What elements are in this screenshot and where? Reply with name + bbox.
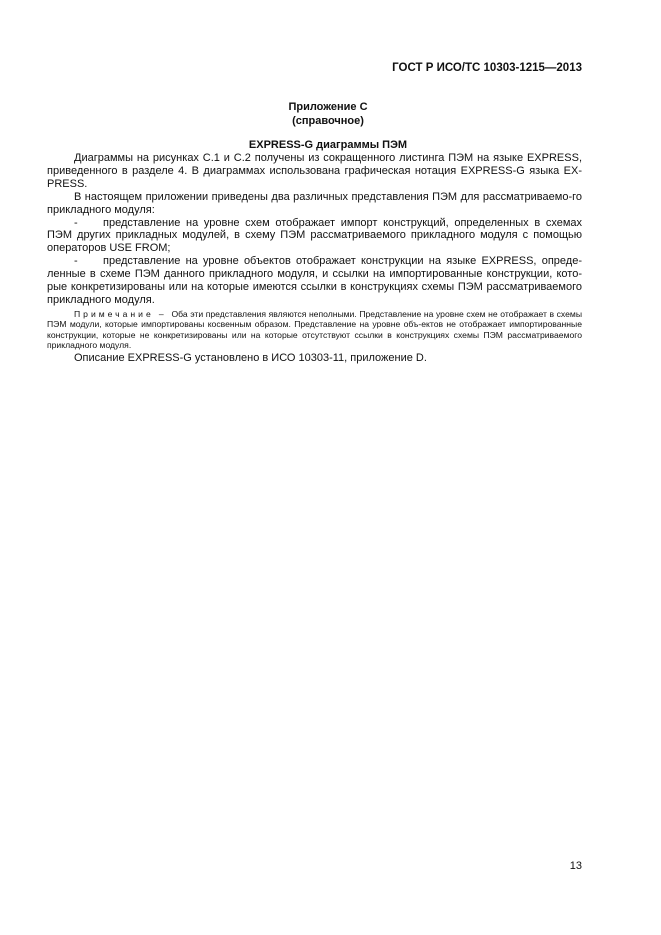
list-item-text: представление на уровне объектов отображает конструкции на языке EXPRESS, опреде-ленные в схеме ПЭМ данного прикладного модуля, и ссылки на импортированные конструкции, кото-рые конкретизированы или на которые имеются ссылки в конструкциях схемы ПЭМ рассматриваемого прикладного модуля. xyxy=(47,255,582,306)
paragraph-express-g-reference: Описание EXPRESS-G установлено в ИСО 10303-11, приложение D. xyxy=(74,351,427,364)
appendix-subtitle: (справочное) xyxy=(292,115,364,127)
appendix-title: Приложение С xyxy=(288,101,368,113)
list-marker: - xyxy=(74,216,78,229)
list-item-schema-level xyxy=(47,217,582,256)
list-item-object-level xyxy=(47,255,582,307)
note-dash: – xyxy=(158,308,164,319)
list-item-text: представление на уровне схем отображает импорт конструкций, определенных в схемах ПЭМ других прикладных модулей, в схему ПЭМ рассматриваемого прикладного модуля с помощью операторов USE FROM; xyxy=(47,216,582,255)
document-header-standard-id: ГОСТ Р ИСО/ТС 10303-1215—2013 xyxy=(392,62,582,74)
page-number: 13 xyxy=(569,860,582,872)
note-label: Примечание xyxy=(74,308,154,319)
body-text xyxy=(47,152,582,364)
appendix-heading xyxy=(74,100,582,128)
paragraph-intro: Диаграммы на рисунках С.1 и С.2 получены из сокращенного листинга ПЭМ на языке EXPRESS, приведенного в разделе 4. В диаграммах использована графическая нотация EXPRESS-G языка EX-PRESS. xyxy=(47,152,582,190)
list-marker: - xyxy=(74,255,78,268)
section-title: EXPRESS-G диаграммы ПЭМ xyxy=(248,139,408,151)
note-paragraph xyxy=(47,309,582,351)
paragraph-representations: В настоящем приложении приведены два различных представления ПЭМ для рассматриваемо-го прикладного модуля: xyxy=(47,190,582,216)
note-text: Оба эти представления являются неполными. Представление на уровне схем не отображает в схемы ПЭМ модули, которые импортированы косвенным образом. Представление на уровне объ-ектов не отображает импортированные конструкции, которые не конкретизированы или на которые отсутствуют ссылки в конструкциях схемы ПЭМ рассматриваемого прикладного модуля. xyxy=(47,308,582,351)
